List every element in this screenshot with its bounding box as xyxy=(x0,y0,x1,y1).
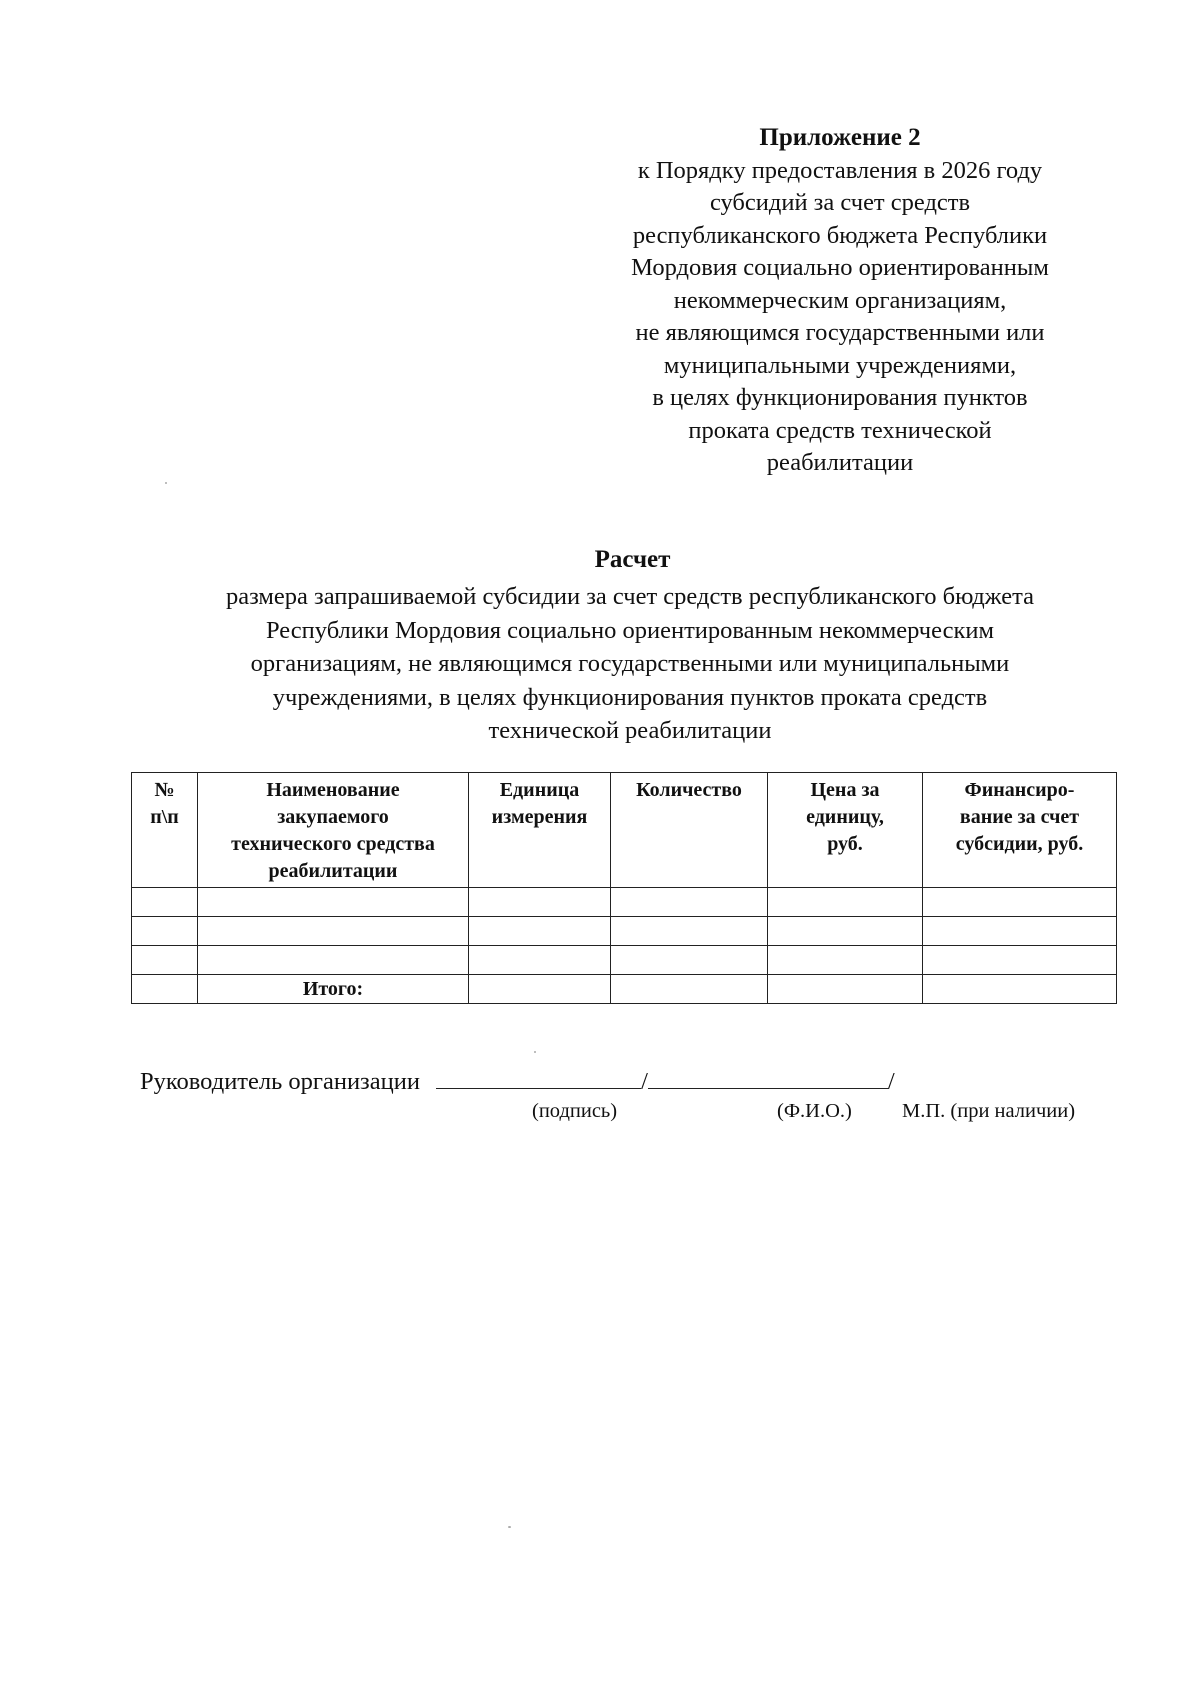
table-cell[interactable] xyxy=(768,888,923,917)
subtitle-line: Республики Мордовия социально ориентированным некоммерческим xyxy=(266,616,994,644)
table-cell[interactable] xyxy=(198,946,469,975)
table-row xyxy=(132,917,1117,946)
table-row xyxy=(132,888,1117,917)
signature-blank[interactable] xyxy=(436,1066,641,1089)
table-row xyxy=(132,946,1117,975)
annex-title: Приложение 2 xyxy=(759,124,921,151)
separator: / xyxy=(641,1068,648,1095)
calculation-title: Расчет xyxy=(594,546,671,573)
name-blank[interactable] xyxy=(648,1066,888,1089)
annex-line: реабилитации xyxy=(766,449,914,476)
annex-line: проката средств технической xyxy=(688,416,992,444)
table-cell xyxy=(611,975,768,1004)
header-funding: Финансиро- вание за счет субсидии, руб. xyxy=(923,773,1117,888)
caption-signature: (подпись) xyxy=(532,1100,618,1122)
annex-line: муниципальными учреждениями, xyxy=(663,351,1017,379)
header-quantity: Количество xyxy=(611,773,768,888)
subtitle-line: организациям, не являющимся государственными или муниципальными xyxy=(250,650,1010,677)
table-cell[interactable] xyxy=(611,917,768,946)
header-unit-price: Цена за единицу, руб. xyxy=(768,773,923,888)
signature-label: Руководитель организации xyxy=(140,1068,420,1095)
total-label: Итого: xyxy=(198,975,469,1004)
table-total-row xyxy=(132,975,1117,1004)
annex-line: субсидий за счет средств xyxy=(709,189,971,216)
table-cell xyxy=(768,975,923,1004)
annex-line: к Порядку предоставления в 2026 году xyxy=(637,156,1043,184)
table-cell[interactable] xyxy=(132,888,198,917)
header-unit: Единица измерения xyxy=(469,773,611,888)
header-item-name: Наименование закупаемого технического средства реабилитации xyxy=(198,773,469,888)
table-cell[interactable] xyxy=(923,946,1117,975)
table-cell[interactable] xyxy=(198,917,469,946)
caption-stamp: М.П. (при наличии) xyxy=(902,1100,1076,1122)
annex-line: не являющимся государственными или xyxy=(635,319,1045,346)
table-cell[interactable] xyxy=(611,888,768,917)
table-cell[interactable] xyxy=(469,946,611,975)
table-cell[interactable] xyxy=(611,946,768,975)
scan-speck xyxy=(165,482,167,484)
header-number: № п\п xyxy=(132,773,198,888)
table-cell[interactable] xyxy=(132,917,198,946)
table-cell xyxy=(132,975,198,1004)
table-cell[interactable] xyxy=(923,888,1117,917)
table-cell[interactable] xyxy=(469,888,611,917)
calculation-table xyxy=(131,772,1117,1004)
scan-speck xyxy=(534,1051,536,1053)
annex-line: некоммерческим организациям, xyxy=(673,286,1007,314)
subtitle-line: размера запрашиваемой субсидии за счет средств республиканского бюджета xyxy=(225,583,1035,610)
table-cell[interactable] xyxy=(469,917,611,946)
caption-name: (Ф.И.О.) xyxy=(777,1100,852,1122)
separator: / xyxy=(887,1068,895,1095)
subtitle-line: технической реабилитации xyxy=(488,717,772,744)
annex-block xyxy=(600,122,1080,480)
table-cell[interactable] xyxy=(198,888,469,917)
annex-line: республиканского бюджета Республики xyxy=(632,221,1048,249)
table-cell[interactable] xyxy=(132,946,198,975)
table-cell[interactable] xyxy=(923,917,1117,946)
scan-speck xyxy=(508,1526,511,1528)
annex-line: Мордовия социально ориентированным xyxy=(631,254,1049,281)
calculation-subtitle xyxy=(130,580,1130,748)
subtitle-line: учреждениями, в целях функционирования пунктов проката средств xyxy=(272,683,988,711)
signature-line xyxy=(140,1066,895,1096)
table-cell xyxy=(469,975,611,1004)
table-header-row xyxy=(132,773,1117,888)
table-cell xyxy=(923,975,1117,1004)
table-cell[interactable] xyxy=(768,917,923,946)
annex-line: в целях функционирования пунктов xyxy=(652,384,1028,411)
table-cell[interactable] xyxy=(768,946,923,975)
